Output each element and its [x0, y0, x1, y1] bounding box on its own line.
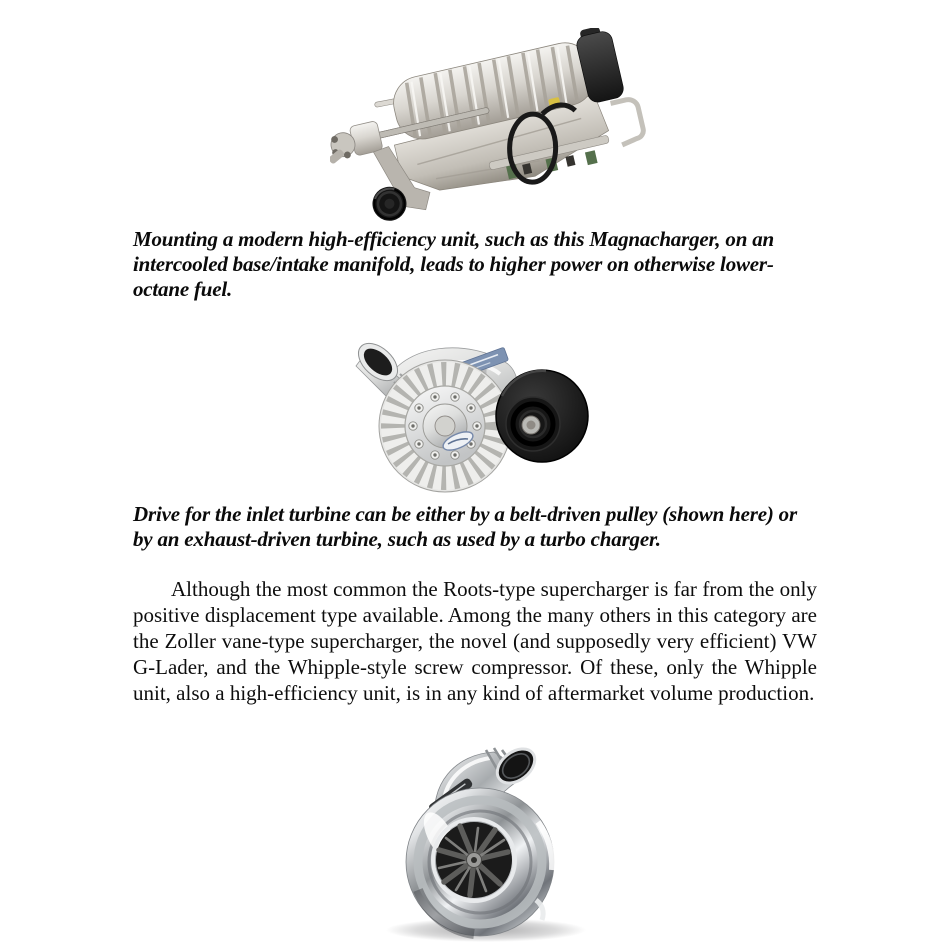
inlet-impeller — [433, 819, 515, 901]
caption-belt-drive: Drive for the inlet turbine can be either by a belt-driven pulley (shown here) or by an exhaust-driven turbine, such as used by a turbo charger. — [133, 502, 797, 551]
chrome-compressor-photo — [378, 740, 604, 948]
body-paragraph: Although the most common the Roots-type supercharger is far from the only positive displacement type available. Among the many others in this category are the Zoller vane-type supercharger, the novel (and supposedly very efficient) VW G-Lader, and the Whipple-style screw compressor. Of these, only the Whipple unit, also a high-efficiency unit, is in any kind of aftermarket volume production. — [133, 577, 817, 705]
caption-magnacharger: Mounting a modern high-efficiency unit, such as this Magnacharger, on an intercooled base/intake manifold, leads to higher power on otherwise lower-octane fuel. — [133, 227, 775, 301]
injector-clip — [585, 150, 598, 165]
roots-supercharger-photo — [330, 28, 648, 224]
chrome-lip — [536, 900, 543, 920]
centrifugal-supercharger-photo — [350, 324, 590, 496]
figure-chrome-compressor — [378, 740, 604, 948]
body-text-block — [133, 576, 817, 706]
finned-case-face — [379, 360, 511, 492]
figure-centrifugal-supercharger — [350, 324, 590, 496]
figure-roots-supercharger — [330, 28, 648, 224]
roots-unit-group — [330, 28, 648, 224]
rail-loop — [611, 98, 646, 146]
